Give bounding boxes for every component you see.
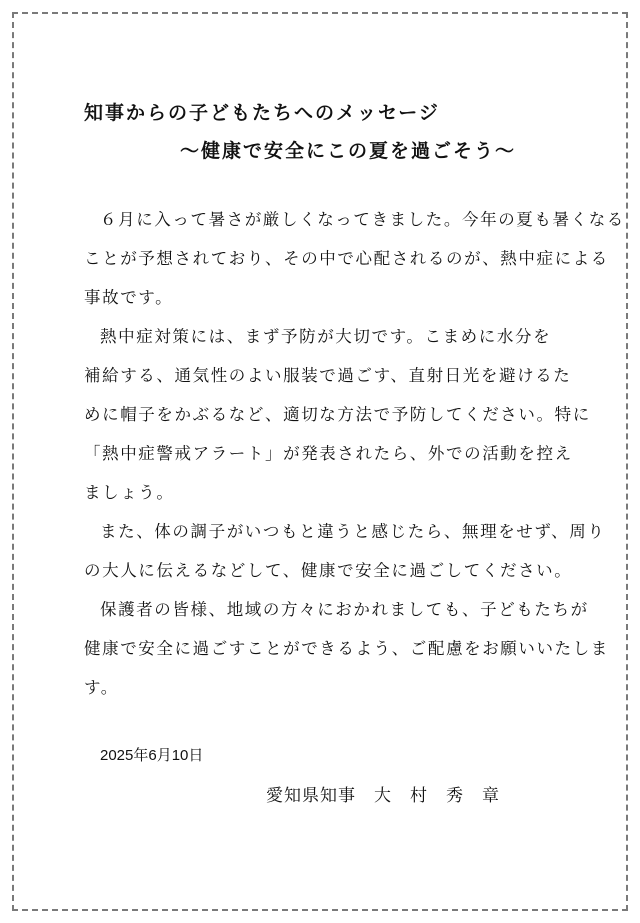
paragraph-line: す。 xyxy=(84,678,119,697)
paragraph-line: 熱中症対策には、まず予防が大切です。こまめに水分を xyxy=(100,327,552,346)
paragraph-line: 健康で安全に過ごすことができるよう、ご配慮をお願いいたしま xyxy=(84,639,609,658)
signature: 愛知県知事 大 村 秀 章 xyxy=(266,786,500,806)
message-subtitle: ～健康で安全にこの夏を過ごそう～ xyxy=(180,140,517,162)
paragraph-line: 補給する、通気性のよい服装で過ごす、直射日光を避けるた xyxy=(84,366,572,385)
paragraph-line: また、体の調子がいつもと違うと感じたら、無理をせず、周り xyxy=(100,522,606,541)
paragraph-line: ことが予想されており、その中で心配されるのが、熱中症による xyxy=(84,249,609,268)
paragraph-line: ましょう。 xyxy=(84,483,175,502)
paragraph-line: ６月に入って暑さが厳しくなってきました。今年の夏も暑くなる xyxy=(100,210,625,229)
paragraph-line: の大人に伝えるなどして、健康で安全に過ごしてください。 xyxy=(84,561,573,580)
paragraph-line: 「熱中症警戒アラート」が発表されたら、外での活動を控え xyxy=(84,444,573,463)
paragraph-line: 事故です。 xyxy=(84,288,174,307)
paragraph-line: めに帽子をかぶるなど、適切な方法で予防してください。特に xyxy=(84,405,591,424)
date-line: 2025年6月10日 xyxy=(100,747,204,764)
paragraph-line: 保護者の皆様、地域の方々におかれましても、子どもたちが xyxy=(100,600,589,619)
message-title: 知事からの子どもたちへのメッセージ xyxy=(84,102,440,124)
